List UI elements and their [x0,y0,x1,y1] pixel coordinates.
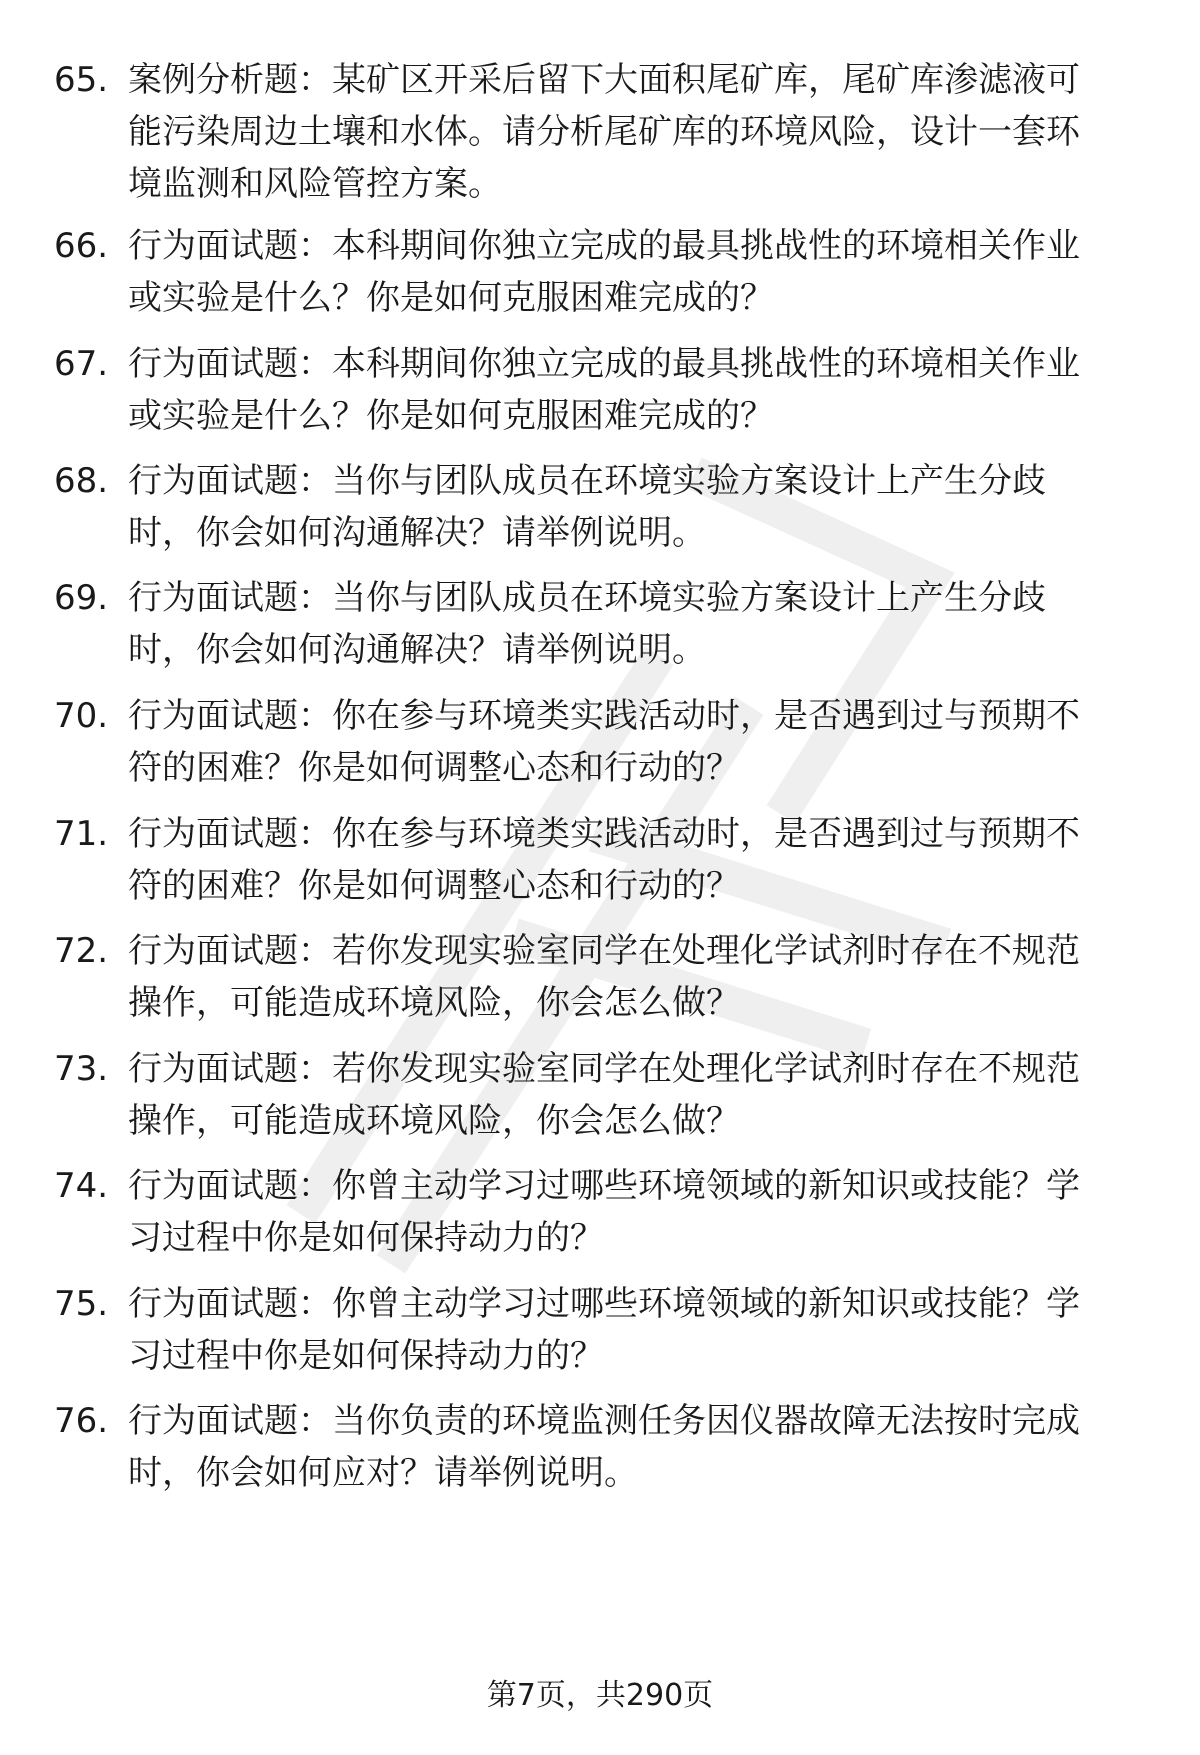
question-line: 习过程中你是如何保持动力的？ [128,1218,604,1258]
page-footer [0,1676,1200,1716]
question-number: 74. [54,1166,109,1206]
question-number: 75. [54,1284,109,1324]
question-line: 或实验是什么？你是如何克服困难完成的？ [128,396,774,436]
question-line: 行为面试题：若你发现实验室同学在处理化学试剂时存在不规范 [128,1049,1080,1089]
question-text [128,220,1153,324]
question-number: 71. [54,814,109,854]
question-text [128,338,1153,442]
question-text [128,455,1153,559]
question-line: 符的困难？你是如何调整心态和行动的？ [128,866,740,906]
question-line: 时，你会如何应对？请举例说明。 [128,1453,638,1493]
question-number: 65. [54,60,109,100]
question-line: 行为面试题：你曾主动学习过哪些环境领域的新知识或技能？学 [128,1166,1080,1206]
question-number: 76. [54,1401,109,1441]
question-line: 行为面试题：你曾主动学习过哪些环境领域的新知识或技能？学 [128,1284,1080,1324]
question-line: 能污染周边土壤和水体。请分析尾矿库的环境风险，设计一套环 [128,112,1080,152]
question-line: 操作，可能造成环境风险，你会怎么做？ [128,983,740,1023]
question-text [128,808,1153,912]
question-line: 符的困难？你是如何调整心态和行动的？ [128,748,740,788]
question-text [128,572,1153,676]
question-line: 行为面试题：当你与团队成员在环境实验方案设计上产生分歧 [128,461,1046,501]
question-line: 行为面试题：本科期间你独立完成的最具挑战性的环境相关作业 [128,344,1080,384]
question-line: 时，你会如何沟通解决？请举例说明。 [128,513,706,553]
question-text [128,925,1153,1029]
question-line: 操作，可能造成环境风险，你会怎么做？ [128,1101,740,1141]
question-number: 73. [54,1049,109,1089]
page-number-label: 第7页，共290页 [486,1678,714,1713]
question-line: 行为面试题：若你发现实验室同学在处理化学试剂时存在不规范 [128,931,1080,971]
question-line: 习过程中你是如何保持动力的？ [128,1336,604,1376]
question-line: 行为面试题：你在参与环境类实践活动时，是否遇到过与预期不 [128,814,1080,854]
question-line: 行为面试题：当你与团队成员在环境实验方案设计上产生分歧 [128,578,1046,618]
question-number: 69. [54,578,109,618]
question-line: 时，你会如何沟通解决？请举例说明。 [128,630,706,670]
question-number: 70. [54,696,109,736]
question-line: 境监测和风险管控方案。 [128,164,502,204]
question-line: 行为面试题：本科期间你独立完成的最具挑战性的环境相关作业 [128,226,1080,266]
question-number: 67. [54,344,109,384]
question-line: 行为面试题：你在参与环境类实践活动时，是否遇到过与预期不 [128,696,1080,736]
question-text [128,690,1153,794]
question-text [128,1395,1153,1499]
question-text [128,1160,1153,1264]
question-text [128,1043,1153,1147]
question-text [128,1278,1153,1382]
question-line: 案例分析题：某矿区开采后留下大面积尾矿库，尾矿库渗滤液可 [128,60,1080,100]
question-number: 68. [54,461,109,501]
question-line: 行为面试题：当你负责的环境监测任务因仪器故障无法按时完成 [128,1401,1080,1441]
question-text [128,54,1153,210]
question-number: 72. [54,931,109,971]
question-line: 或实验是什么？你是如何克服困难完成的？ [128,278,774,318]
question-number: 66. [54,226,109,266]
